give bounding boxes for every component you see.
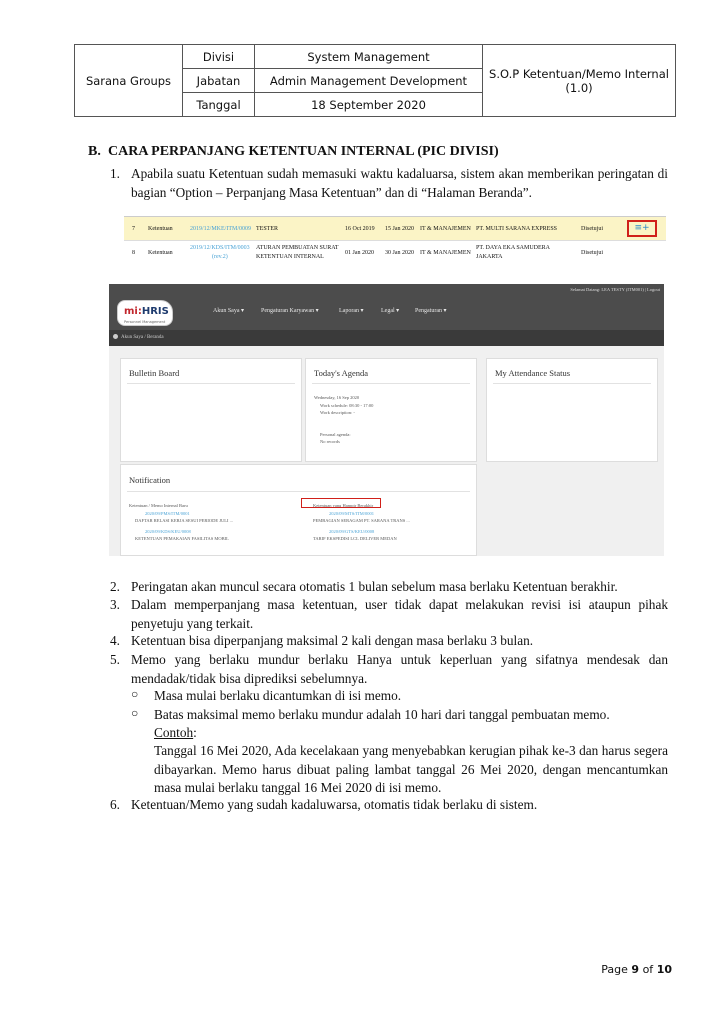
item-number: 5.	[110, 652, 120, 667]
logo-text: mi:HRIS	[124, 306, 169, 317]
breadcrumb: Akun Saya / Beranda	[109, 330, 664, 346]
row-type: Ketentuan	[148, 250, 173, 256]
row-code-revision: (rev.2)	[212, 254, 228, 260]
agenda-schedule: Work schedule: 08:30 - 17:00	[320, 403, 374, 408]
panel-title: My Attendance Status	[495, 368, 571, 378]
header-label-tanggal: Tanggal	[183, 93, 255, 117]
row-company: PT. DAYA EKA SAMUDERA	[476, 245, 551, 251]
agenda-personal: Personal agenda:	[320, 432, 351, 437]
header-value-jabatan: Admin Management Development	[255, 69, 483, 93]
agenda-no-records: No records	[320, 439, 340, 444]
section-title-text: CARA PERPANJANG KETENTUAN INTERNAL (PIC DIVISI)	[108, 144, 499, 159]
item-text: Peringatan akan muncul secara otomatis 1 bulan sebelum masa berlaku Ketentuan berakhir.	[131, 579, 618, 594]
company-name: Sarana Groups	[75, 45, 183, 117]
notif-right-title: TARIF EKSPEDISI LCL DELIVER MEDAN	[313, 536, 397, 541]
notif-left-heading: Ketentuan / Memo Internal Baru	[129, 503, 188, 508]
row-name: TESTER	[256, 226, 278, 232]
sub-bullet-icon: ○	[131, 706, 139, 720]
header-label-jabatan: Jabatan	[183, 69, 255, 93]
row-type: Ketentuan	[148, 226, 173, 232]
row-division: IT & MANAJEMEN	[420, 250, 471, 256]
nav-akun-saya[interactable]: Akun Saya ▾	[213, 308, 245, 314]
highlight-box	[301, 498, 381, 508]
page-number: Page 9 of 10	[601, 963, 672, 976]
today-agenda-panel	[305, 358, 477, 462]
row-no: 8	[132, 250, 135, 256]
panel-title: Bulletin Board	[129, 368, 180, 378]
notif-right-code[interactable]: 2020/09/MTS/ITM/0001	[329, 511, 375, 516]
home-icon	[113, 334, 118, 339]
item-text: Apabila suatu Ketentuan sudah memasuki waktu kadaluarsa, sistem akan memberikan peringatan di bagian “Option – Perpanjang Masa Ketentuan” dan di “Halaman Beranda”.	[131, 166, 668, 200]
example-label: Contoh:	[154, 725, 197, 740]
table-screenshot	[124, 216, 666, 264]
row-end: 15 Jan 2020	[385, 226, 414, 232]
notif-right-heading: Ketentuan yang Hampir Berakhir	[313, 503, 374, 508]
item-text: Ketentuan/Memo yang sudah kadaluwarsa, otomatis tidak berlaku di sistem.	[131, 797, 538, 812]
nav-pengaturan-karyawan[interactable]: Pengaturan Karyawan ▾	[261, 308, 319, 314]
row-code-link[interactable]: 2019/12/MKE/ITM/0009	[190, 226, 251, 232]
agenda-date: Wednesday, 16 Sep 2020	[314, 395, 360, 400]
panel-title: Today's Agenda	[314, 368, 369, 378]
notif-left-code[interactable]: 2020/09/PMS/ITM/0001	[145, 511, 190, 516]
app-navbar	[109, 284, 664, 330]
mihris-logo	[117, 300, 173, 326]
table-row	[124, 241, 666, 265]
extend-option-menu-icon[interactable]: ≡+	[627, 220, 657, 237]
row-status: Disetujui	[581, 250, 603, 256]
notif-right-title: PEMBAGIAN SERAGAM PT. SARANA TRANS ...	[313, 518, 410, 523]
section-letter: B.	[88, 144, 101, 159]
table-row	[124, 217, 666, 241]
document-title: S.O.P Ketentuan/Memo Internal (1.0)	[483, 45, 676, 117]
row-name-2: KETENTUAN INTERNAL	[256, 254, 324, 260]
row-code-link[interactable]: 2019/12/KDS/ITM/0003	[190, 245, 250, 251]
sub-item-text: Masa mulai berlaku dicantumkan di isi memo.	[154, 688, 402, 703]
item-number: 6.	[110, 797, 120, 812]
notification-panel	[120, 464, 477, 556]
row-start: 01 Jan 2020	[345, 250, 374, 256]
notif-left-title: DAFTAR RELASI KERJA SESUI PERIODE JULI ...	[135, 518, 234, 523]
notif-left-title: KETENTUAN PEMAKAIAN FASILITAS MOBIL	[135, 536, 229, 541]
section-title	[88, 144, 499, 160]
row-end: 30 Jan 2020	[385, 250, 414, 256]
example-text: Tanggal 16 Mei 2020, Ada kecelakaan yang menyebabkan kerugian pihak ke-3 dan harus segera dibayarkan. Memo harus dibuat paling lambat tanggal 26 Mei 2020, dengan mencantumkan masa mulai berlaku tanggal 16 Mei 2020 di isi memo.	[154, 743, 668, 795]
header-label-divisi: Divisi	[183, 45, 255, 69]
panel-title: Notification	[129, 475, 171, 485]
app-screenshot	[109, 284, 664, 556]
row-company: PT. MULTI SARANA EXPRESS	[476, 226, 558, 232]
item-text: Ketentuan bisa diperpanjang maksimal 2 kali dengan masa berlaku 3 bulan.	[131, 633, 534, 648]
row-start: 16 Oct 2019	[345, 226, 375, 232]
row-status: Disetujui	[581, 226, 603, 232]
item-text: Memo yang berlaku mundur berlaku Hanya untuk keperluan yang sifatnya mendesak dan mendadak/tidak bisa diprediksi sebelumnya.	[131, 652, 668, 686]
item-number: 3.	[110, 597, 120, 612]
document-header-table	[74, 44, 676, 117]
bulletin-board-panel	[120, 358, 302, 462]
sub-item-text: Batas maksimal memo berlaku mundur adalah 10 hari dari tanggal pembuatan memo.	[154, 707, 610, 722]
row-no: 7	[132, 226, 135, 232]
sub-bullet-icon: ○	[131, 687, 139, 701]
welcome-text: Selamat Datang: LEA TESTY (ITM001) | Logout	[570, 287, 660, 292]
nav-laporan[interactable]: Laporan ▾	[339, 308, 364, 314]
nav-legal[interactable]: Legal ▾	[381, 308, 400, 314]
notif-left-code[interactable]: 2020/09/KDS/KEU/0008	[145, 529, 191, 534]
logo-subtitle: Personnel Management	[124, 320, 166, 324]
nav-pengaturan[interactable]: Pengaturan ▾	[415, 308, 447, 314]
item-number: 4.	[110, 633, 120, 648]
header-value-tanggal: 18 September 2020	[255, 93, 483, 117]
row-company-2: JAKARTA	[476, 254, 503, 260]
row-name: ATURAN PEMBUATAN SURAT	[256, 245, 339, 251]
agenda-description: Work description: -	[320, 410, 355, 415]
item-text: Dalam memperpanjang masa ketentuan, user tidak dapat melakukan revisi isi ataupun pihak penyetuju yang terkait.	[131, 597, 668, 631]
item-number: 2.	[110, 579, 120, 594]
attendance-panel	[486, 358, 658, 462]
item-number: 1.	[110, 166, 120, 181]
notif-right-code[interactable]: 2020/09/GTS/KEU/0008	[329, 529, 375, 534]
header-value-divisi: System Management	[255, 45, 483, 69]
row-division: IT & MANAJEMEN	[420, 226, 471, 232]
